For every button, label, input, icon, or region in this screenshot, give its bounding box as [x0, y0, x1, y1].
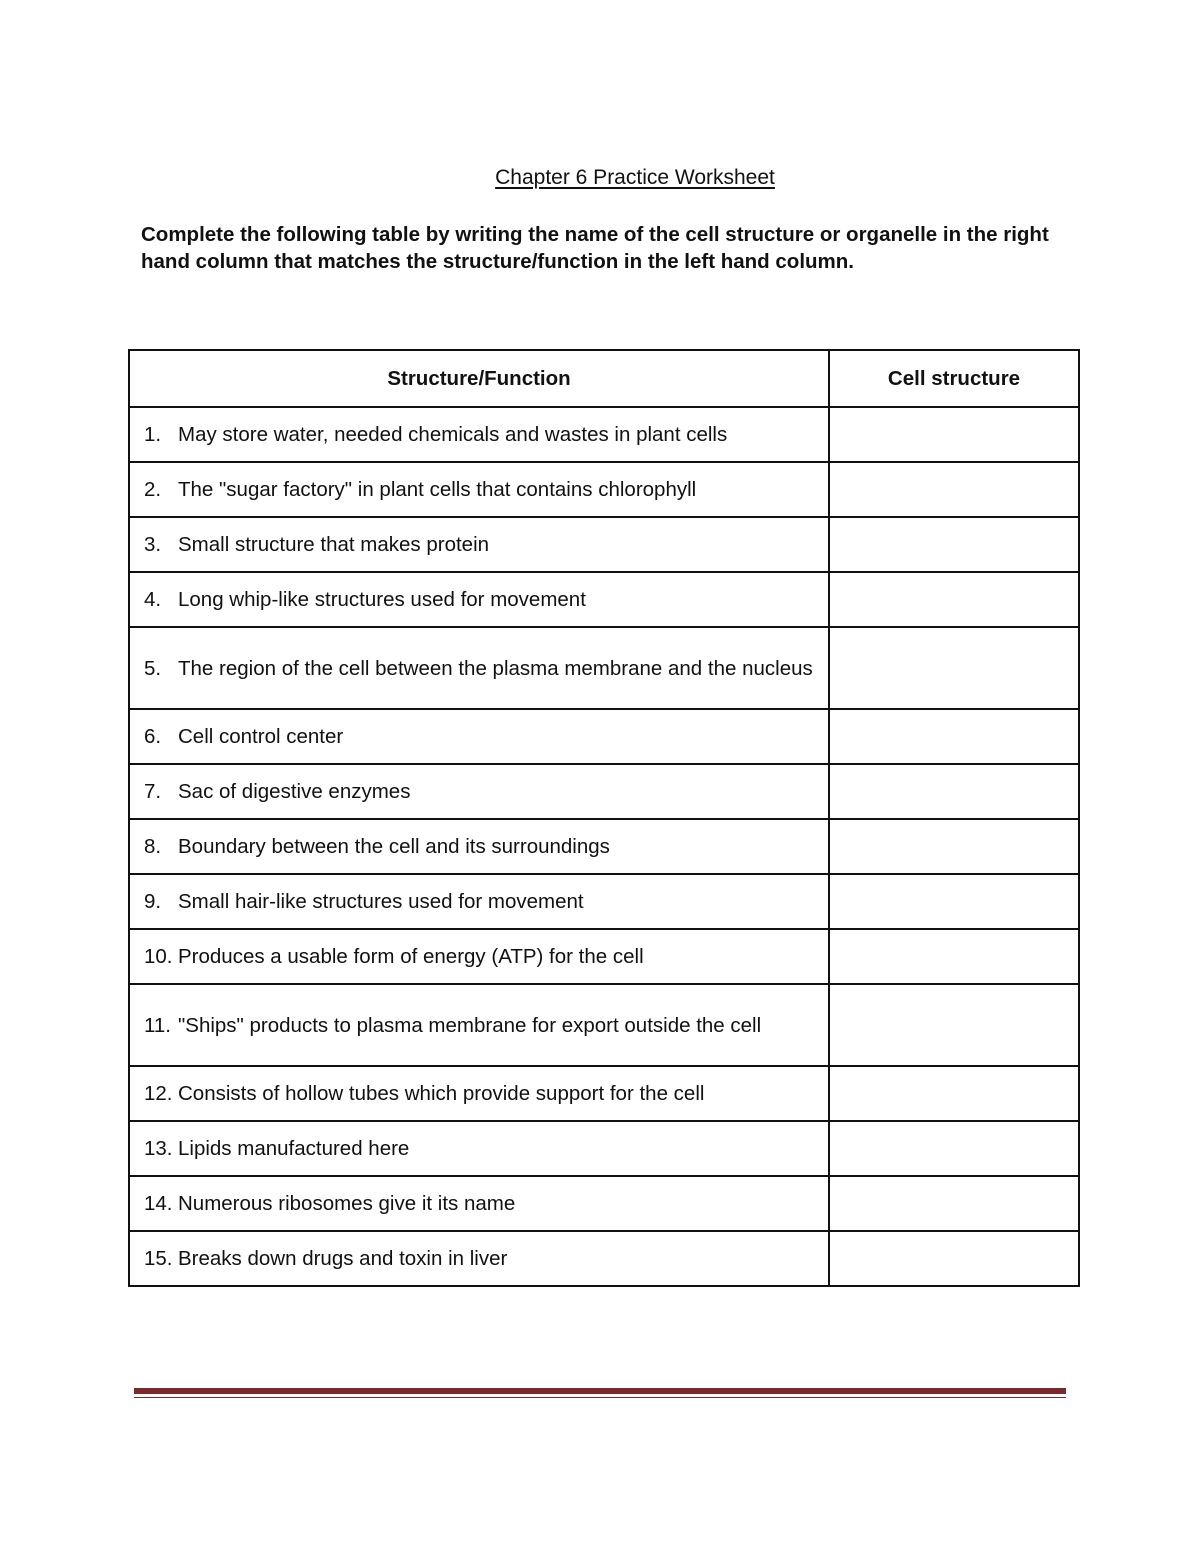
- item-number: 4.: [144, 588, 162, 611]
- table-row: [129, 572, 1079, 627]
- item-description: Produces a usable form of energy (ATP) for the cell: [178, 945, 644, 968]
- item-number: 10.: [144, 945, 173, 968]
- answer-cell[interactable]: [829, 874, 1079, 929]
- item-description: "Ships" products to plasma membrane for export outside the cell: [178, 1013, 762, 1037]
- structure-function-cell: [129, 572, 829, 627]
- item-description: Long whip-like structures used for movement: [178, 588, 586, 611]
- item-number: 14.: [144, 1192, 173, 1215]
- answer-cell[interactable]: [829, 517, 1079, 572]
- item-number: 5.: [144, 656, 162, 680]
- structure-function-cell: [129, 984, 829, 1066]
- table-row: [129, 709, 1079, 764]
- answer-cell[interactable]: [829, 819, 1079, 874]
- instructions: Complete the following table by writing the name of the cell structure or organelle in the right hand column that matches the structure/function in the left hand column.: [141, 223, 1049, 273]
- item-description: Numerous ribosomes give it its name: [178, 1192, 516, 1215]
- worksheet-table: [128, 349, 1080, 1287]
- structure-function-cell: [129, 1176, 829, 1231]
- structure-function-cell: [129, 407, 829, 462]
- table-row: [129, 764, 1079, 819]
- item-number: 3.: [144, 533, 162, 556]
- table-row: [129, 984, 1079, 1066]
- structure-function-cell: [129, 819, 829, 874]
- answer-cell[interactable]: [829, 572, 1079, 627]
- answer-cell[interactable]: [829, 764, 1079, 819]
- structure-function-cell: [129, 627, 829, 709]
- item-description: Consists of hollow tubes which provide support for the cell: [178, 1082, 705, 1105]
- table-row: [129, 462, 1079, 517]
- table-row: [129, 517, 1079, 572]
- structure-function-cell: [129, 462, 829, 517]
- answer-cell[interactable]: [829, 984, 1079, 1066]
- structure-function-cell: [129, 929, 829, 984]
- item-number: 1.: [144, 423, 162, 446]
- item-number: 12.: [144, 1082, 173, 1105]
- answer-cell[interactable]: [829, 407, 1079, 462]
- item-description: May store water, needed chemicals and wastes in plant cells: [178, 423, 728, 446]
- table-header-row: [129, 350, 1079, 407]
- structure-function-cell: [129, 517, 829, 572]
- item-description: Lipids manufactured here: [178, 1137, 410, 1160]
- item-number: 6.: [144, 725, 162, 748]
- table-row: [129, 929, 1079, 984]
- structure-function-cell: [129, 1066, 829, 1121]
- item-number: 7.: [144, 780, 162, 803]
- structure-function-cell: [129, 709, 829, 764]
- page-title: Chapter 6 Practice Worksheet: [495, 166, 775, 189]
- item-description: The "sugar factory" in plant cells that contains chlorophyll: [178, 478, 697, 501]
- table-row: [129, 1066, 1079, 1121]
- item-number: 2.: [144, 478, 162, 501]
- item-number: 9.: [144, 890, 162, 913]
- answer-cell[interactable]: [829, 1066, 1079, 1121]
- item-description: Sac of digestive enzymes: [178, 780, 411, 803]
- structure-function-cell: [129, 1121, 829, 1176]
- footer-rule: [134, 1388, 1066, 1394]
- answer-cell[interactable]: [829, 462, 1079, 517]
- item-number: 8.: [144, 835, 162, 858]
- answer-cell[interactable]: [829, 1176, 1079, 1231]
- answer-cell[interactable]: [829, 709, 1079, 764]
- table-row: [129, 874, 1079, 929]
- answer-cell[interactable]: [829, 929, 1079, 984]
- item-description: Boundary between the cell and its surroundings: [178, 835, 610, 858]
- item-description: Small structure that makes protein: [178, 533, 490, 556]
- footer-rule-thin: [134, 1397, 1066, 1398]
- item-number: 11.: [144, 1013, 171, 1037]
- table-row: [129, 819, 1079, 874]
- item-description: Breaks down drugs and toxin in liver: [178, 1247, 508, 1270]
- table-row: [129, 627, 1079, 709]
- table-row: [129, 1176, 1079, 1231]
- structure-function-cell: [129, 874, 829, 929]
- answer-cell[interactable]: [829, 1231, 1079, 1286]
- table-row: [129, 407, 1079, 462]
- header-cell-structure: Cell structure: [829, 350, 1079, 407]
- item-description: Cell control center: [178, 725, 344, 748]
- structure-function-cell: [129, 764, 829, 819]
- table-row: [129, 1121, 1079, 1176]
- item-description: Small hair-like structures used for movement: [178, 890, 584, 913]
- item-number: 13.: [144, 1137, 173, 1160]
- item-number: 15.: [144, 1247, 173, 1270]
- header-structure-function: Structure/Function: [129, 350, 829, 407]
- table-row: [129, 1231, 1079, 1286]
- structure-function-cell: [129, 1231, 829, 1286]
- answer-cell[interactable]: [829, 1121, 1079, 1176]
- item-description: The region of the cell between the plasma membrane and the nucleus: [178, 656, 813, 680]
- answer-cell[interactable]: [829, 627, 1079, 709]
